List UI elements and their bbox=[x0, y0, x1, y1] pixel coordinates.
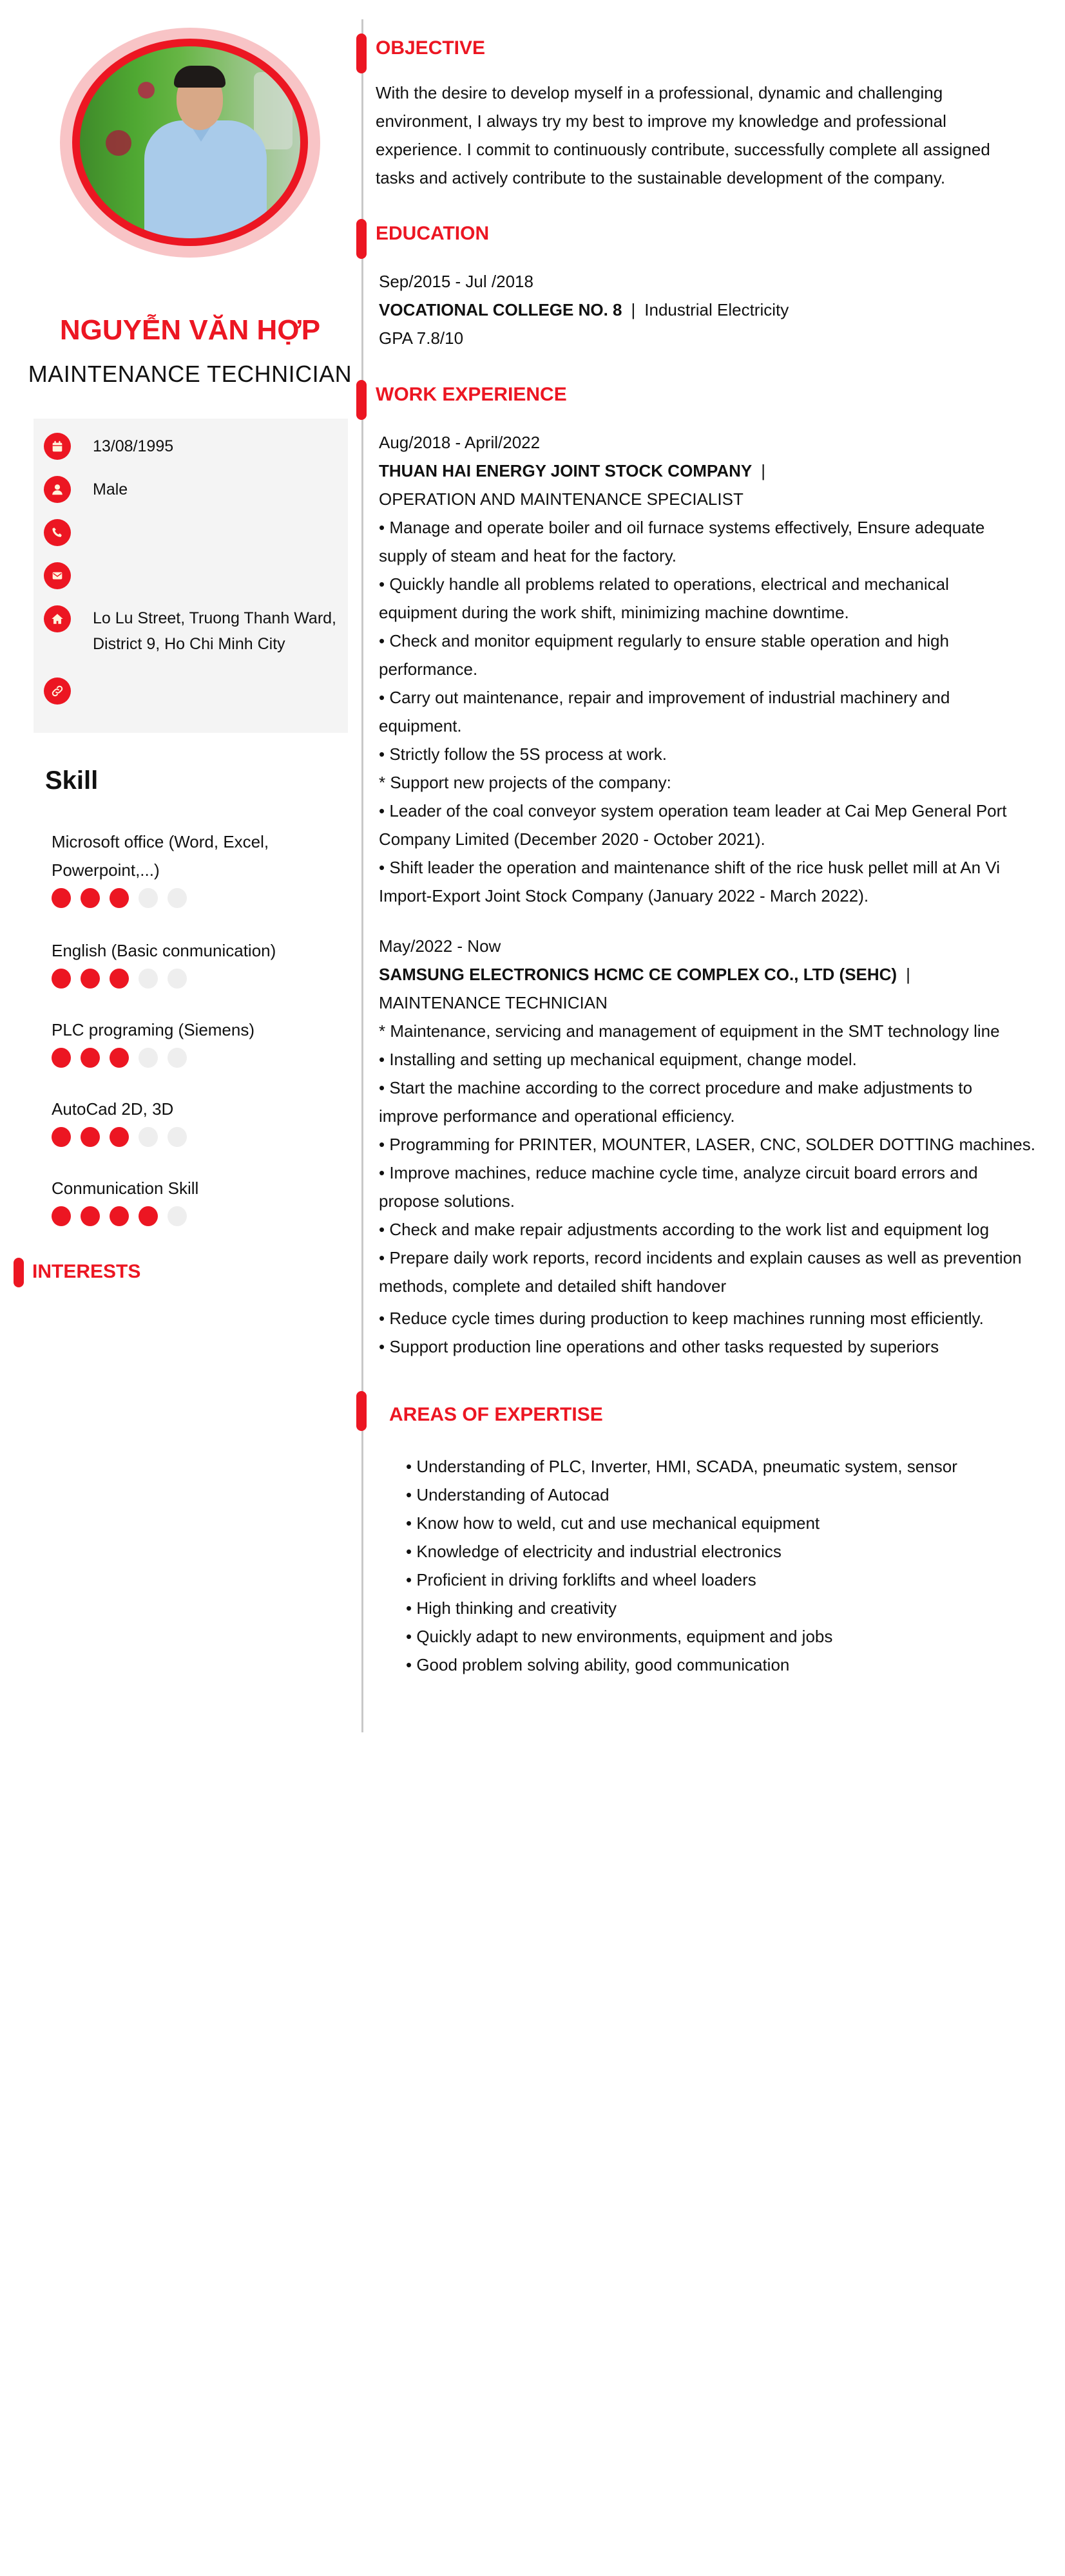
rating-dot-filled bbox=[110, 1206, 129, 1226]
job-line: * Support new projects of the company: bbox=[379, 773, 671, 792]
gender-value: Male bbox=[93, 480, 128, 498]
rating-dot-filled bbox=[52, 1127, 71, 1147]
expertise-item: • High thinking and creativity bbox=[406, 1598, 617, 1618]
expertise-item: • Good problem solving ability, good communication bbox=[406, 1655, 790, 1674]
job-company-row bbox=[379, 960, 1049, 989]
expertise-marker bbox=[356, 1391, 367, 1431]
interests-marker bbox=[14, 1258, 24, 1287]
skill-rating bbox=[52, 1048, 335, 1068]
job-line: • Start the machine according to the correct procedure and make adjustments to bbox=[379, 1078, 973, 1097]
job-company-row bbox=[379, 457, 1049, 485]
objective-line: experience. I commit to continuously contribute, successfully complete all assigned bbox=[376, 140, 990, 159]
expertise-item: • Knowledge of electricity and industrial electronics bbox=[406, 1542, 782, 1561]
link-icon bbox=[44, 677, 71, 705]
education-gpa: GPA 7.8/10 bbox=[379, 328, 464, 348]
job-company: SAMSUNG ELECTRONICS HCMC CE COMPLEX CO., LTD (SEHC) bbox=[379, 965, 897, 984]
contact-email[interactable] bbox=[44, 562, 338, 589]
objective-line: With the desire to develop myself in a professional, dynamic and challenging bbox=[376, 83, 943, 102]
job-position: OPERATION AND MAINTENANCE SPECIALIST bbox=[379, 489, 744, 509]
rating-dot-filled bbox=[110, 1048, 129, 1068]
expertise-item: • Know how to weld, cut and use mechanical equipment bbox=[406, 1513, 820, 1533]
calendar-icon bbox=[44, 433, 71, 460]
job-line: • Programming for PRINTER, MOUNTER, LASER, CNC, SOLDER DOTTING machines. bbox=[379, 1135, 1035, 1154]
job-company: THUAN HAI ENERGY JOINT STOCK COMPANY bbox=[379, 461, 753, 480]
rating-dot-filled bbox=[81, 1127, 100, 1147]
skill-rating bbox=[52, 969, 335, 989]
skill-rating bbox=[52, 888, 335, 908]
job-line: Import-Export Joint Stock Company (January 2022 - March 2022). bbox=[379, 886, 869, 905]
job-entry bbox=[379, 428, 1049, 910]
job-line: • Support production line operations and other tasks requested by superiors bbox=[379, 1337, 939, 1356]
skill-label: Microsoft office (Word, Excel, Powerpoint,...) bbox=[52, 832, 269, 880]
rating-dot-filled bbox=[81, 888, 100, 908]
job-line: • Manage and operate boiler and oil furnace systems effectively, Ensure adequate bbox=[379, 518, 985, 537]
education-marker bbox=[356, 219, 367, 259]
rating-dot-empty bbox=[168, 969, 187, 989]
job-position: MAINTENANCE TECHNICIAN bbox=[379, 993, 608, 1012]
home-icon bbox=[44, 605, 71, 632]
column-divider bbox=[361, 19, 363, 1732]
rating-dot-empty bbox=[139, 1127, 158, 1147]
rating-dot-filled bbox=[139, 1206, 158, 1226]
job-line: supply of steam and heat for the factory. bbox=[379, 546, 676, 565]
work-marker bbox=[356, 380, 367, 420]
objective-heading: OBJECTIVE bbox=[376, 37, 486, 59]
skill-rating bbox=[52, 1206, 335, 1226]
expertise-list bbox=[406, 1452, 1037, 1679]
education-entry bbox=[379, 267, 1049, 352]
job-line: performance. bbox=[379, 659, 478, 679]
contact-gender bbox=[44, 476, 338, 503]
job-line: • Reduce cycle times during production to keep machines running most efficiently. bbox=[379, 1309, 984, 1328]
education-school-row bbox=[379, 296, 1049, 324]
expertise-item: • Proficient in driving forklifts and wheel loaders bbox=[406, 1570, 756, 1589]
skill-label: AutoCad 2D, 3D bbox=[52, 1099, 174, 1119]
candidate-title: MAINTENANCE TECHNICIAN bbox=[28, 361, 352, 387]
job-line: • Check and monitor equipment regularly to ensure stable operation and high bbox=[379, 631, 949, 650]
rating-dot-filled bbox=[110, 1127, 129, 1147]
work-heading: WORK EXPERIENCE bbox=[376, 384, 567, 405]
rating-dot-empty bbox=[168, 1127, 187, 1147]
job-line: • Quickly handle all problems related to operations, electrical and mechanical bbox=[379, 574, 949, 594]
job-line: • Strictly follow the 5S process at work. bbox=[379, 744, 667, 764]
education-period: Sep/2015 - Jul /2018 bbox=[379, 272, 533, 291]
separator: | bbox=[906, 965, 910, 984]
education-school: VOCATIONAL COLLEGE NO. 8 bbox=[379, 300, 622, 319]
rating-dot-empty bbox=[168, 1048, 187, 1068]
candidate-name: NGUYỄN VĂN HỢP bbox=[59, 314, 321, 346]
job-line: • Carry out maintenance, repair and improvement of industrial machinery and bbox=[379, 688, 950, 707]
job-line: • Installing and setting up mechanical equipment, change model. bbox=[379, 1050, 857, 1069]
expertise-item: • Understanding of PLC, Inverter, HMI, SCADA, pneumatic system, sensor bbox=[406, 1457, 957, 1476]
rating-dot-empty bbox=[168, 1206, 187, 1226]
skill-item bbox=[52, 1095, 335, 1147]
rating-dot-filled bbox=[52, 969, 71, 989]
job-line: • Shift leader the operation and maintenance shift of the rice husk pellet mill at An Vi bbox=[379, 858, 1000, 877]
job-line: • Improve machines, reduce machine cycle time, analyze circuit board errors and bbox=[379, 1163, 978, 1182]
expertise-heading: AREAS OF EXPERTISE bbox=[389, 1404, 603, 1425]
birthdate-value: 13/08/1995 bbox=[93, 437, 174, 455]
rating-dot-empty bbox=[139, 888, 158, 908]
address-value: Lo Lu Street, Truong Thanh Ward, District 9, Ho Chi Minh City bbox=[93, 609, 337, 653]
contact-website[interactable] bbox=[44, 677, 338, 705]
skills-heading: Skill bbox=[45, 766, 99, 795]
skill-item bbox=[52, 828, 335, 908]
phone-icon bbox=[44, 519, 71, 546]
skill-item bbox=[52, 1016, 335, 1068]
skill-rating bbox=[52, 1127, 335, 1147]
person-icon bbox=[44, 476, 71, 503]
contact-birthdate bbox=[44, 433, 338, 460]
job-line: • Leader of the coal conveyor system operation team leader at Cai Mep General Port bbox=[379, 801, 1007, 820]
rating-dot-filled bbox=[81, 1206, 100, 1226]
rating-dot-filled bbox=[52, 1206, 71, 1226]
job-line: • Prepare daily work reports, record incidents and explain causes as well as prevention bbox=[379, 1248, 1022, 1267]
objective-text bbox=[376, 79, 1052, 192]
job-period: May/2022 - Now bbox=[379, 936, 501, 956]
skill-label: Conmunication Skill bbox=[52, 1179, 199, 1198]
objective-line: tasks and actively contribute to the sustainable development of the company. bbox=[376, 168, 946, 187]
job-line: improve performance and operational efficiency. bbox=[379, 1106, 735, 1126]
objective-line: environment, I always try my best to improve my knowledge and professional bbox=[376, 111, 946, 131]
job-line: equipment. bbox=[379, 716, 462, 735]
education-heading: EDUCATION bbox=[376, 223, 490, 244]
contact-panel bbox=[34, 419, 348, 733]
rating-dot-filled bbox=[110, 888, 129, 908]
rating-dot-filled bbox=[52, 888, 71, 908]
rating-dot-filled bbox=[81, 969, 100, 989]
job-entry-continued bbox=[379, 1304, 1049, 1361]
rating-dot-filled bbox=[81, 1048, 100, 1068]
rating-dot-empty bbox=[139, 1048, 158, 1068]
job-line: • Check and make repair adjustments according to the work list and equipment log bbox=[379, 1220, 990, 1239]
job-entry bbox=[379, 932, 1049, 1300]
skill-label: English (Basic conmunication) bbox=[52, 941, 276, 960]
contact-phone[interactable] bbox=[44, 519, 338, 546]
email-icon bbox=[44, 562, 71, 589]
skill-label: PLC programing (Siemens) bbox=[52, 1020, 255, 1039]
education-major: Industrial Electricity bbox=[644, 300, 789, 319]
job-line: propose solutions. bbox=[379, 1191, 515, 1211]
contact-address bbox=[44, 605, 338, 657]
job-line: * Maintenance, servicing and management of equipment in the SMT technology line bbox=[379, 1021, 1000, 1041]
rating-dot-filled bbox=[52, 1048, 71, 1068]
interests-heading: INTERESTS bbox=[32, 1261, 141, 1282]
rating-dot-empty bbox=[168, 888, 187, 908]
objective-marker bbox=[356, 33, 367, 73]
job-line: Company Limited (December 2020 - October 2021). bbox=[379, 829, 765, 849]
rating-dot-empty bbox=[139, 969, 158, 989]
expertise-item: • Understanding of Autocad bbox=[406, 1485, 609, 1504]
avatar bbox=[80, 46, 300, 238]
job-line: equipment during the work shift, minimizing machine downtime. bbox=[379, 603, 849, 622]
expertise-item: • Quickly adapt to new environments, equipment and jobs bbox=[406, 1627, 833, 1646]
separator: | bbox=[631, 300, 636, 319]
rating-dot-filled bbox=[110, 969, 129, 989]
job-line: methods, complete and detailed shift handover bbox=[379, 1276, 727, 1296]
skill-item bbox=[52, 1174, 335, 1226]
separator: | bbox=[761, 461, 766, 480]
skill-item bbox=[52, 936, 335, 989]
job-period: Aug/2018 - April/2022 bbox=[379, 433, 541, 452]
